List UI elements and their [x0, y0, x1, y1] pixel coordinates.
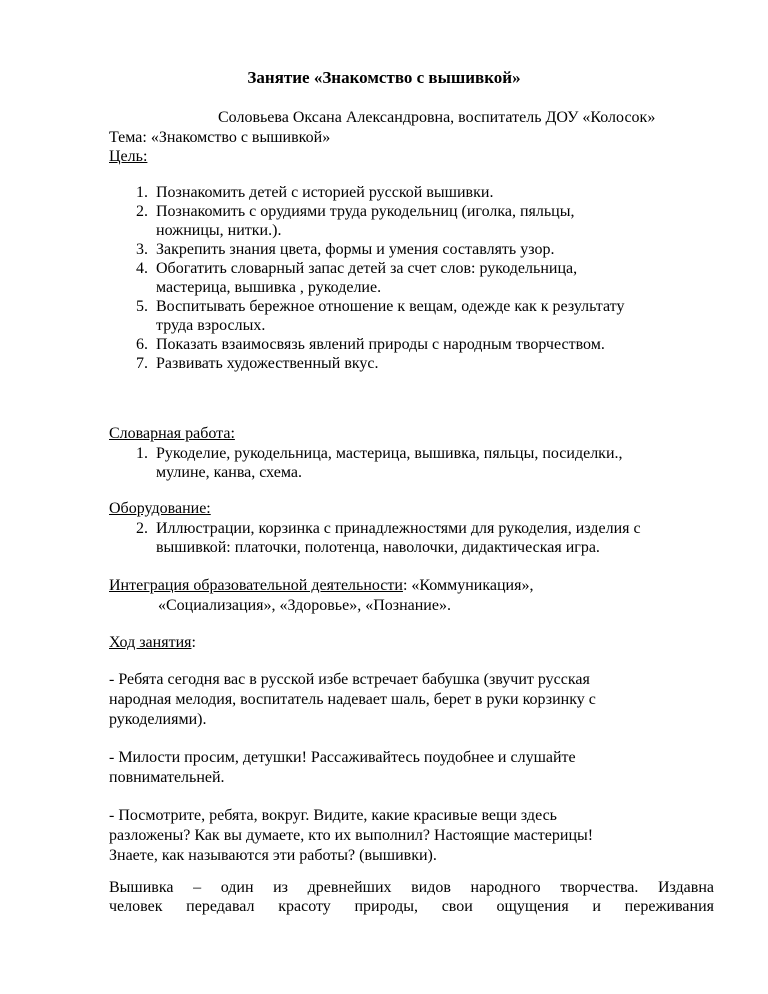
goal-text: Воспитывать бережное отношение к вещам, одежде как к результату [156, 298, 625, 315]
goal-number: 6. [136, 336, 148, 353]
course-heading-line [109, 633, 196, 652]
goal-number: 7. [136, 355, 148, 372]
goal-text: Познакомить детей с историей русской вышивки. [156, 184, 494, 201]
goal-text: Показать взаимосвязь явлений природы с народным творчеством. [156, 336, 605, 353]
goal-text-cont: мастерица, вышивка , рукоделие. [156, 279, 382, 296]
paragraph-2-line-1: - Милости просим, детушки! Рассаживайтесь поудобнее и слушайте [109, 749, 576, 766]
vocab-heading: Словарная работа: [109, 425, 235, 442]
goal-text: Познакомить с орудиями труда рукодельниц (иголка, пяльцы, [156, 203, 575, 220]
goal-heading: Цель: [109, 148, 148, 165]
author-line: Соловьева Оксана Александровна, воспитатель ДОУ «Колосок» [218, 109, 656, 126]
goal-text-cont: труда взрослых. [156, 317, 266, 334]
paragraph-3-line-2: разложены? Как вы думаете, кто их выполнил? Настоящие мастерицы! [109, 827, 594, 844]
integration-heading: Интеграция образовательной деятельности [109, 577, 403, 594]
equipment-text-cont: вышивкой: платочки, полотенца, наволочки, дидактическая игра. [156, 539, 600, 556]
paragraph-4-line-1: Вышивка – один из древнейших видов народного творчества. Издавна [109, 879, 714, 896]
topic-line: Тема: «Знакомство с вышивкой» [109, 129, 331, 146]
paragraph-3-line-3: Знаете, как называются эти работы? (вышивки). [109, 847, 437, 864]
integration-line [109, 576, 533, 595]
equipment-number: 2. [136, 520, 148, 537]
goal-number: 1. [136, 184, 148, 201]
paragraph-1-line-3: рукоделиями). [109, 711, 207, 728]
integration-text: : «Коммуникация», [402, 577, 534, 594]
vocab-text: Рукоделие, рукодельница, мастерица, вышивка, пяльцы, посиделки., [156, 445, 623, 462]
paragraph-4-line-2: человек передавал красоту природы, свои ощущения и переживания [109, 898, 714, 915]
course-colon: : [191, 634, 196, 651]
paragraph-2-line-2: повнимательней. [109, 769, 225, 786]
course-heading: Ход занятия [109, 634, 192, 651]
equipment-heading: Оборудование: [109, 500, 211, 517]
document-title: Занятие «Знакомство с вышивкой» [247, 68, 521, 87]
goal-text: Развивать художественный вкус. [156, 355, 379, 372]
goal-text: Закрепить знания цвета, формы и умения составлять узор. [156, 241, 555, 258]
goal-text: Обогатить словарный запас детей за счет слов: рукодельница, [156, 260, 578, 277]
paragraph-1-line-1: - Ребята сегодня вас в русской избе встречает бабушка (звучит русская [109, 671, 590, 688]
vocab-number: 1. [136, 445, 148, 462]
goal-number: 4. [136, 260, 148, 277]
goal-number: 5. [136, 298, 148, 315]
goal-text-cont: ножницы, нитки.). [156, 222, 282, 239]
goal-number: 2. [136, 203, 148, 220]
paragraph-3-line-1: - Посмотрите, ребята, вокруг. Видите, какие красивые вещи здесь [109, 807, 557, 824]
equipment-text: Иллюстрации, корзинка с принадлежностями для рукоделия, изделия с [156, 520, 641, 537]
goal-number: 3. [136, 241, 148, 258]
vocab-text-cont: мулине, канва, схема. [156, 464, 302, 481]
paragraph-1-line-2: народная мелодия, воспитатель надевает шаль, берет в руки корзинку с [109, 691, 596, 708]
integration-line-2: «Социализация», «Здоровье», «Познание». [158, 597, 451, 614]
